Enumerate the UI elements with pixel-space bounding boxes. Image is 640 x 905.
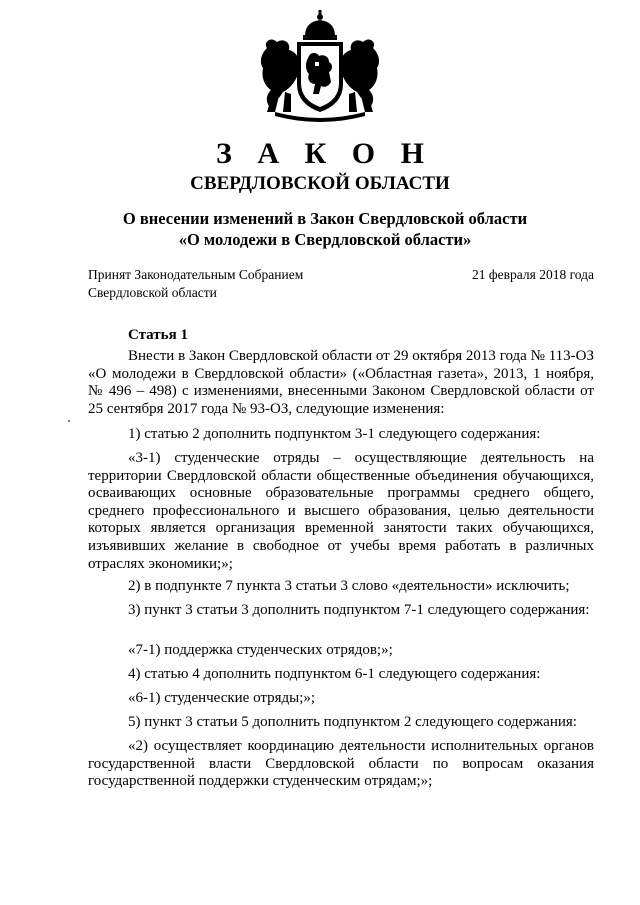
paragraph-item-5 bbox=[88, 714, 594, 732]
paragraph: «6-1) студенческие отряды;»; bbox=[128, 690, 316, 706]
coat-of-arms-emblem bbox=[253, 8, 387, 126]
paragraph-item-2 bbox=[88, 578, 594, 596]
paragraph-item-3-quote bbox=[88, 642, 594, 660]
paragraph: 1) статью 2 дополнить подпунктом 3-1 следующего содержания: bbox=[128, 426, 541, 442]
paragraph-item-4-quote bbox=[88, 690, 594, 708]
adopted-by-text: Принят Законодательным Собранием Свердловской области bbox=[88, 267, 304, 300]
paragraph: 3) пункт 3 статьи 3 дополнить подпунктом 7-1 следующего содержания: bbox=[128, 602, 590, 618]
article-heading: Статья 1 bbox=[128, 327, 188, 343]
paragraph-item-4 bbox=[88, 666, 594, 684]
paragraph-item-1 bbox=[88, 426, 594, 444]
document-type-title: З А К О Н bbox=[216, 137, 433, 170]
paragraph-item-5-quote bbox=[88, 738, 594, 791]
paragraph: 2) в подпункте 7 пункта 3 статьи 3 слово «деятельности» исключить; bbox=[128, 578, 570, 594]
paragraph: «3-1) студенческие отряды – осуществляющие деятельность на территории Свердловской области общественные объединения обучающихся, осваивающих основные образовательные программы среднего общего, среднего профессионального и высшего образования, целью деятельности которых является организация временной занятости таких обучающихся, изъявивших желание в свободное от учебы время работать в различных отраслях экономики;»; bbox=[88, 450, 594, 572]
adoption-date: 21 февраля 2018 года bbox=[472, 267, 594, 282]
paragraph: 4) статью 4 дополнить подпунктом 6-1 следующего содержания: bbox=[128, 666, 541, 682]
paragraph: Внести в Закон Свердловской области от 29 октября 2013 года № 113-ОЗ «О молодежи в Свердловской области» («Областная газета», 2013, 1 ноября, № 496 – 498) с изменениями, внесенными Законом Свердловской области от 25 сентября 2017 года № 93-ОЗ, следующие изменения: bbox=[88, 348, 594, 417]
paragraph: «2) осуществляет координацию деятельности исполнительных органов государственной власти Свердловской области по вопросам оказания государственной поддержки студенческим отрядам;»; bbox=[88, 738, 594, 790]
paragraph-intro bbox=[88, 348, 594, 418]
paragraph-item-3 bbox=[88, 602, 594, 620]
paragraph: «7-1) поддержка студенческих отрядов;»; bbox=[128, 642, 393, 658]
law-title: О внесении изменений в Закон Свердловской области «О молодежи в Свердловской области» bbox=[122, 209, 528, 249]
region-subtitle: СВЕРДЛОВСКОЙ ОБЛАСТИ bbox=[190, 173, 450, 194]
paragraph-item-1-quote bbox=[88, 450, 594, 573]
paragraph: 5) пункт 3 статьи 5 дополнить подпунктом 2 следующего содержания: bbox=[128, 714, 577, 730]
scan-speck bbox=[68, 420, 70, 422]
